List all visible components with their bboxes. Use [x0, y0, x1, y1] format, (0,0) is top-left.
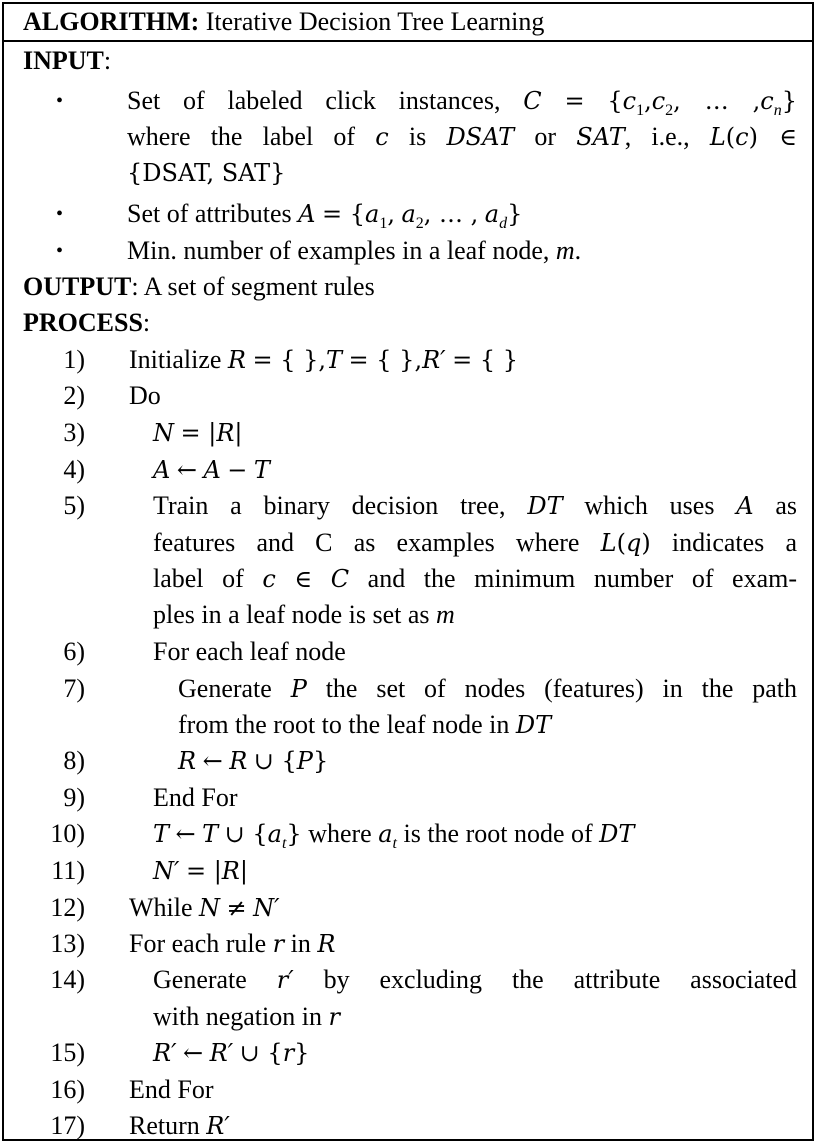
step-number: 11) — [51, 856, 85, 885]
algorithm-title: Iterative Decision Tree Learning — [205, 7, 545, 36]
input-bullet-1-line-3: {DSAT, SAT} — [127, 159, 286, 187]
step-7-line-1: Generate P the set of nodes (features) in the path — [178, 674, 798, 703]
step-13-text: For each rule r in R — [129, 929, 336, 958]
step-5-line-1: Train a binary decision tree, DT which uses A as — [153, 491, 798, 520]
math-c-set: C — [523, 87, 542, 115]
step-number: 13) — [50, 929, 85, 958]
bullet-2: • — [56, 203, 64, 225]
step-number: 10) — [50, 819, 85, 848]
step-16-text: End For — [129, 1075, 214, 1104]
step-5-line-2: features and C as examples where L(q) indicates a — [153, 528, 798, 557]
algorithm-label: ALGORITHM: — [23, 7, 200, 36]
input-heading: INPUT: — [23, 46, 112, 75]
step-number: 17) — [50, 1111, 85, 1140]
bullet-3: • — [56, 240, 64, 262]
step-number: 15) — [50, 1038, 85, 1067]
step-number: 5) — [63, 491, 85, 520]
step-number: 16) — [50, 1075, 85, 1104]
step-5-line-3: label of c ∈ C and the minimum number of exam- — [153, 564, 798, 593]
step-7-line-2: from the root to the leaf node in DT — [178, 710, 552, 739]
bullet-1: • — [56, 90, 64, 112]
step-number: 1) — [63, 345, 85, 374]
step-8-text: R ← R ∪ {P} — [178, 747, 329, 775]
step-4-text: A ← A − T — [153, 456, 270, 484]
step-3-text: N = |R| — [153, 419, 243, 447]
step-number: 6) — [63, 637, 85, 666]
step-1-text: Initialize R = { },T = { },R′ = { } — [129, 345, 519, 374]
step-6-text: For each leaf node — [153, 637, 346, 666]
input-bullet-2: Set of attributes $A = \{a_1$, $a_2$, … , $a_d$} — [127, 199, 523, 233]
process-heading: PROCESS: — [23, 308, 151, 337]
input-bullet-3: Min. number of examples in a leaf node, m. — [127, 236, 582, 265]
step-12-text: While N ≠ N′ — [129, 893, 280, 922]
step-17-text: Return R′ — [129, 1111, 230, 1140]
step-number: 12) — [50, 893, 85, 922]
step-11-text: N′ = |R| — [153, 857, 248, 885]
step-5-line-4: ples in a leaf node is set as m — [153, 600, 455, 629]
step-number: 4) — [63, 455, 85, 484]
step-number: 8) — [63, 746, 85, 775]
step-2-text: Do — [129, 381, 161, 410]
step-number: 2) — [63, 381, 85, 410]
step-10-text: T ← T ∪ $\{a_t\}$ where $a_t$ is the root node of DT — [153, 819, 635, 853]
output-line: OUTPUT: A set of segment rules — [23, 272, 375, 301]
algorithm-header — [4, 4, 812, 42]
step-14-line-1: Generate r′ by excluding the attribute associated — [153, 965, 798, 994]
input-bullet-1-line-1: Set of labeled click instances, $C = \{c_1,c_2$, … $,c_n$} — [127, 86, 798, 120]
step-14-line-2: with negation in r — [153, 1002, 340, 1031]
step-number: 14) — [50, 965, 85, 994]
step-number: 9) — [63, 783, 85, 812]
input-bullet-1-line-2: where the label of c is DSAT or SAT, i.e., L(c) ∈ — [127, 122, 798, 151]
step-9-text: End For — [153, 783, 238, 812]
algorithm-box — [2, 2, 814, 1141]
step-number: 7) — [63, 674, 85, 703]
step-15-text: R′ ← R′ ∪ {r} — [153, 1039, 310, 1067]
step-number: 3) — [63, 418, 85, 447]
